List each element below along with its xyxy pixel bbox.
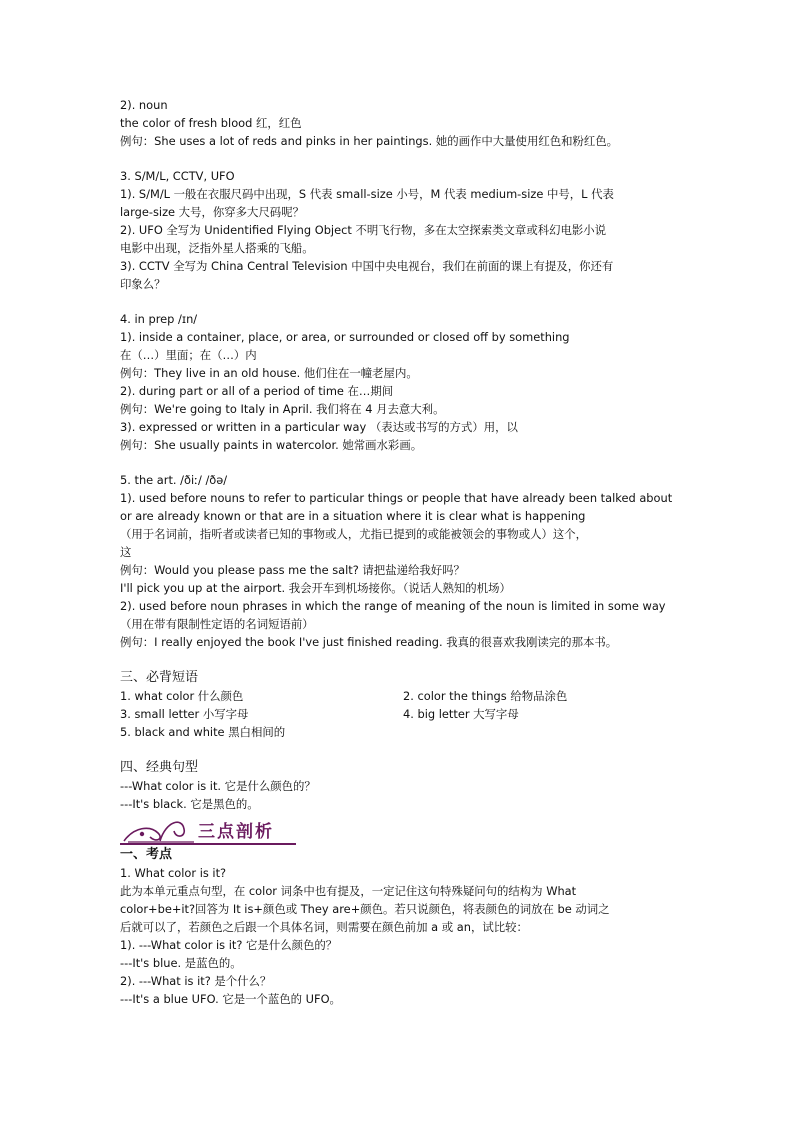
example-sentence: 例句：They live in an old house. 他们住在一幢老屋内。 bbox=[120, 366, 418, 380]
definition-cn: （用在带有限制性定语的名词短语前） bbox=[120, 617, 314, 631]
section-title: 一、考点 bbox=[120, 847, 173, 862]
definition-cn: （用于名词前，指听者或读者已知的事物或人，尤指已提到的或能被领会的事物或人）这个， bbox=[120, 527, 588, 541]
dialogue-line: ---It's a blue UFO. 它是一个蓝色的 UFO。 bbox=[120, 992, 341, 1006]
document-page bbox=[120, 96, 680, 1008]
paragraph-line: 后就可以了，若颜色之后跟一个具体名词，则需要在颜色前加 a 或 an，试比较： bbox=[120, 920, 528, 934]
kaodian-item: 1. What color is it? bbox=[120, 866, 227, 880]
dialogue-line: ---It's black. 它是黑色的。 bbox=[120, 797, 259, 811]
definition: 3). expressed or written in a particular way （表达或书写的方式）用，以 bbox=[120, 420, 518, 434]
definition: 2). during part or all of a period of time 在…期间 bbox=[120, 384, 394, 398]
banner-underline bbox=[120, 843, 296, 845]
section-banner bbox=[120, 815, 680, 845]
paragraph-line: large-size 大号，你穿多大尺码呢？ bbox=[120, 205, 304, 219]
dialogue-line: 1). ---What color is it? 它是什么颜色的？ bbox=[120, 938, 338, 952]
phrase-item: 3. small letter 小写字母 bbox=[120, 707, 249, 721]
phrase-item: 4. big letter 大写字母 bbox=[403, 707, 519, 721]
section-title: 四、经典句型 bbox=[120, 760, 199, 775]
example-sentence: I'll pick you up at the airport. 我会开车到机场接你。（说话人熟知的机场） bbox=[120, 581, 511, 595]
dialogue-line: ---It's blue. 是蓝色的。 bbox=[120, 956, 242, 970]
example-sentence: 例句：We're going to Italy in April. 我们将在 4 月去意大利。 bbox=[120, 402, 445, 416]
paragraph-line: 3). CCTV 全写为 China Central Television 中国中央电视台，我们在前面的课上有提及，你还有 bbox=[120, 259, 614, 273]
entry-heading: 4. in prep /ɪn/ bbox=[120, 312, 198, 326]
example-sentence: 例句：She uses a lot of reds and pinks in her paintings. 她的画作中大量使用红色和粉红色。 bbox=[120, 134, 619, 148]
phrase-row bbox=[120, 705, 680, 723]
entry-heading: 3. S/M/L, CCTV, UFO bbox=[120, 169, 235, 183]
definition: or are already known or that are in a situation where it is clear what is happening bbox=[120, 509, 586, 523]
paragraph-line: 2). UFO 全写为 Unidentified Flying Object 不明飞行物，多在太空探索类文章或科幻电影小说 bbox=[120, 223, 607, 237]
definition: 2). used before noun phrases in which the range of meaning of the noun is limited in some way bbox=[120, 599, 666, 613]
definition: 1). inside a container, place, or area, or surrounded or closed off by something bbox=[120, 330, 570, 344]
paragraph-line: 印象么？ bbox=[120, 277, 166, 291]
phrase-row bbox=[120, 687, 680, 705]
definition: the color of fresh blood 红，红色 bbox=[120, 116, 302, 130]
paragraph-line: 此为本单元重点句型，在 color 词条中也有提及，一定记住这句特殊疑问句的结构为 What bbox=[120, 884, 577, 898]
phrase-item: 1. what color 什么颜色 bbox=[120, 689, 244, 703]
dialogue-line: ---What color is it. 它是什么颜色的？ bbox=[120, 779, 316, 793]
paragraph-line: 1). S/M/L 一般在衣服尺码中出现，S 代表 small-size 小号，M 代表 medium-size 中号，L 代表 bbox=[120, 187, 614, 201]
entry-heading: 2). noun bbox=[120, 98, 168, 112]
banner-title: 三点剖析 bbox=[198, 822, 274, 842]
definition-cn: 在（…）里面；在（…）内 bbox=[120, 348, 257, 362]
example-sentence: 例句：Would you please pass me the salt? 请把盐递给我好吗？ bbox=[120, 563, 465, 577]
dialogue-line: 2). ---What is it? 是个什么？ bbox=[120, 974, 272, 988]
example-sentence: 例句：I really enjoyed the book I've just finished reading. 我真的很喜欢我刚读完的那本书。 bbox=[120, 635, 618, 649]
definition: 1). used before nouns to refer to particular things or people that have already been talked about bbox=[120, 491, 673, 505]
example-sentence: 例句：She usually paints in watercolor. 她常画水彩画。 bbox=[120, 438, 423, 452]
phrase-item: 5. black and white 黑白相间的 bbox=[120, 725, 286, 739]
entry-heading: 5. the art. /ðiː/ /ðə/ bbox=[120, 473, 228, 487]
paragraph-line: color+be+it?回答为 It is+颜色或 They are+颜色。若只说颜色，将表颜色的词放在 be 动词之 bbox=[120, 902, 610, 916]
definition-cn: 这 bbox=[120, 545, 132, 559]
section-title: 三、必背短语 bbox=[120, 670, 199, 685]
paragraph-line: 电影中出现，泛指外星人搭乘的飞船。 bbox=[120, 241, 314, 255]
phrase-item: 2. color the things 给物品涂色 bbox=[403, 689, 568, 703]
decorative-flourish-icon bbox=[120, 815, 200, 845]
